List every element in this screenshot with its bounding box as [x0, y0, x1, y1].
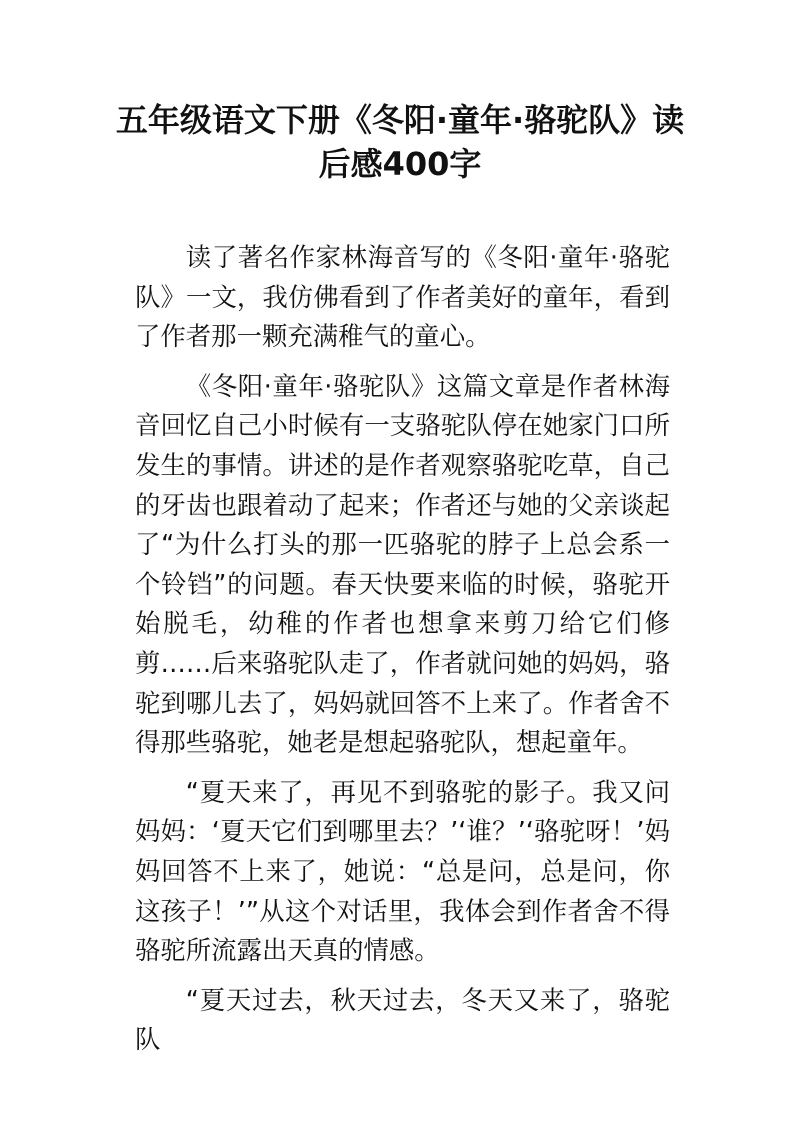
- document-title: 五年级语文下册《冬阳·童年·骆驼队》读后感400字: [115, 101, 685, 183]
- paragraph-2: 《冬阳·童年·骆驼队》这篇文章是作者林海音回忆自己小时候有一支骆驼队停在她家门口所发生的事情。讲述的是作者观察骆驼吃草，自己的牙齿也跟着动了起来；作者还与她的父亲谈起了“为什么打头的那一匹骆驼的脖子上总会系一个铃铛”的问题。春天快要来临的时候，骆驼开始脱毛，幼稚的作者也想拿来剪刀给它们修剪……后来骆驼队走了，作者就问她的妈妈，骆驼到哪儿去了，妈妈就回答不上来了。作者舍不得那些骆驼，她老是想起骆驼队，想起童年。: [135, 370, 670, 758]
- paragraph-3: “夏天来了，再见不到骆驼的影子。我又问妈妈：‘夏天它们到哪里去？’‘谁？’‘骆驼呀！’妈妈回答不上来了，她说：“总是问，总是问，你这孩子！’”从这个对话里，我体会到作者舍不得骆驼所流露出天真的情感。: [135, 776, 670, 966]
- paragraph-4: “夏天过去，秋天过去，冬天又来了，骆驼队: [135, 984, 670, 1055]
- paragraph-1: 读了著名作家林海音写的《冬阳·童年·骆驼队》一文，我仿佛看到了作者美好的童年，看到了作者那一颗充满稚气的童心。: [135, 242, 670, 352]
- document-body: [135, 238, 670, 1070]
